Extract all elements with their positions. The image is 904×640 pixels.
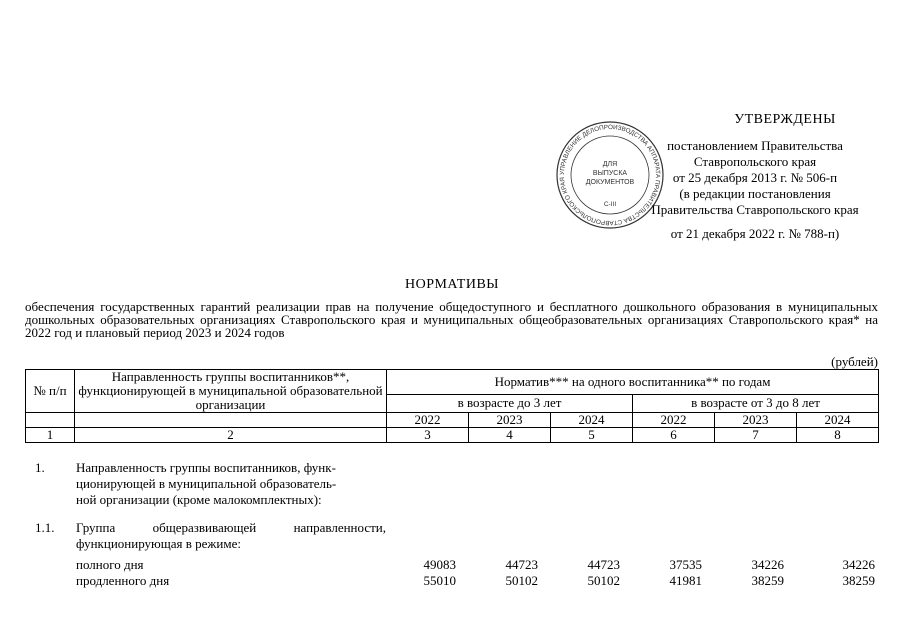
item-text-line: ной организации (кроме малокомплектных):	[76, 492, 322, 507]
item-text-line: ционирующей в муниципальной образователь-	[76, 476, 337, 491]
header-year: 2024	[551, 413, 633, 428]
column-number: 1	[26, 428, 75, 443]
approval-line: от 25 декабря 2013 г. № 506-п	[672, 170, 838, 185]
approval-heading: УТВЕРЖДЕНЫ	[734, 112, 836, 127]
header-year: 2022	[633, 413, 715, 428]
value-cell: 38259	[842, 573, 875, 588]
stamp-inner-line: ВЫПУСКА	[592, 170, 628, 177]
header-year: 2022	[387, 413, 469, 428]
stamp-code: С-III	[603, 201, 617, 208]
value-cell: 34226	[751, 557, 784, 572]
header-year: 2024	[797, 413, 879, 428]
column-number: 7	[715, 428, 797, 443]
item-number: 1.1.	[35, 520, 55, 535]
value-cell: 50102	[505, 573, 538, 588]
value-cell: 44723	[587, 557, 620, 572]
item-text	[76, 460, 386, 508]
norms-table	[25, 369, 879, 443]
item-text-line: Направленность группы воспитанников, функ-	[76, 460, 336, 475]
column-number: 5	[551, 428, 633, 443]
stamp-inner-line: ДЛЯ	[602, 161, 618, 168]
item-number: 1.	[35, 460, 45, 475]
column-number: 6	[633, 428, 715, 443]
value-cell: 38259	[751, 573, 784, 588]
value-cell: 50102	[587, 573, 620, 588]
stamp-inner-line: ДОКУМЕНТОВ	[585, 179, 635, 186]
header-age-group: в возрасте от 3 до 8 лет	[633, 394, 879, 412]
document-subtitle: обеспечения государственных гарантий реализации прав на получение общедоступного и бесплатного дошкольного образования в муниципальных дошкольных образовательных организациях Ставропольского края и муниципальных общеобразовательных организациях Ставропольского края* на 2022 год и плановый период 2023 и 2024 годов	[25, 299, 878, 340]
value-cell: 55010	[423, 573, 456, 588]
value-cell: 37535	[669, 557, 702, 572]
approval-block	[630, 112, 880, 242]
header-num: № п/п	[26, 370, 75, 413]
document-title: НОРМАТИВЫ	[404, 277, 500, 292]
currency-unit: (рублей)	[831, 354, 878, 369]
column-number: 2	[75, 428, 387, 443]
item-text	[76, 520, 386, 552]
header-norm: Норматив*** на одного воспитанника** по годам	[387, 370, 879, 395]
approval-line: Правительства Ставропольского края	[651, 202, 859, 217]
header-year: 2023	[469, 413, 551, 428]
row-label: полного дня	[76, 557, 144, 572]
item-text-line: Группа общеразвивающей направленности,	[76, 520, 386, 535]
stamp-outer-text: УПРАВЛЕНИЕ ДЕЛОПРОИЗВОДСТВА АППАРАТА ПРАВИТЕЛЬСТВА СТАВРОПОЛЬСКОГО КРАЯ	[558, 123, 662, 227]
approval-line: постановлением Правительства	[667, 138, 843, 153]
column-number: 8	[797, 428, 879, 443]
header-year: 2023	[715, 413, 797, 428]
column-number: 4	[469, 428, 551, 443]
approval-line: Ставропольского края	[693, 154, 817, 169]
value-cell: 34226	[842, 557, 875, 572]
column-number: 3	[387, 428, 469, 443]
header-age-group: в возрасте до 3 лет	[387, 394, 633, 412]
item-text-line: функционирующая в режиме:	[76, 536, 241, 551]
header-direction: Направленность группы воспитанников**, функционирующей в муниципальной образовательной организации	[75, 370, 387, 413]
value-cell: 49083	[423, 557, 456, 572]
value-cell: 44723	[505, 557, 538, 572]
value-cell: 41981	[669, 573, 702, 588]
row-label: продленного дня	[76, 573, 170, 588]
approval-line: от 21 декабря 2022 г. № 788-п)	[670, 226, 840, 241]
approval-line: (в редакции постановления	[679, 186, 831, 201]
